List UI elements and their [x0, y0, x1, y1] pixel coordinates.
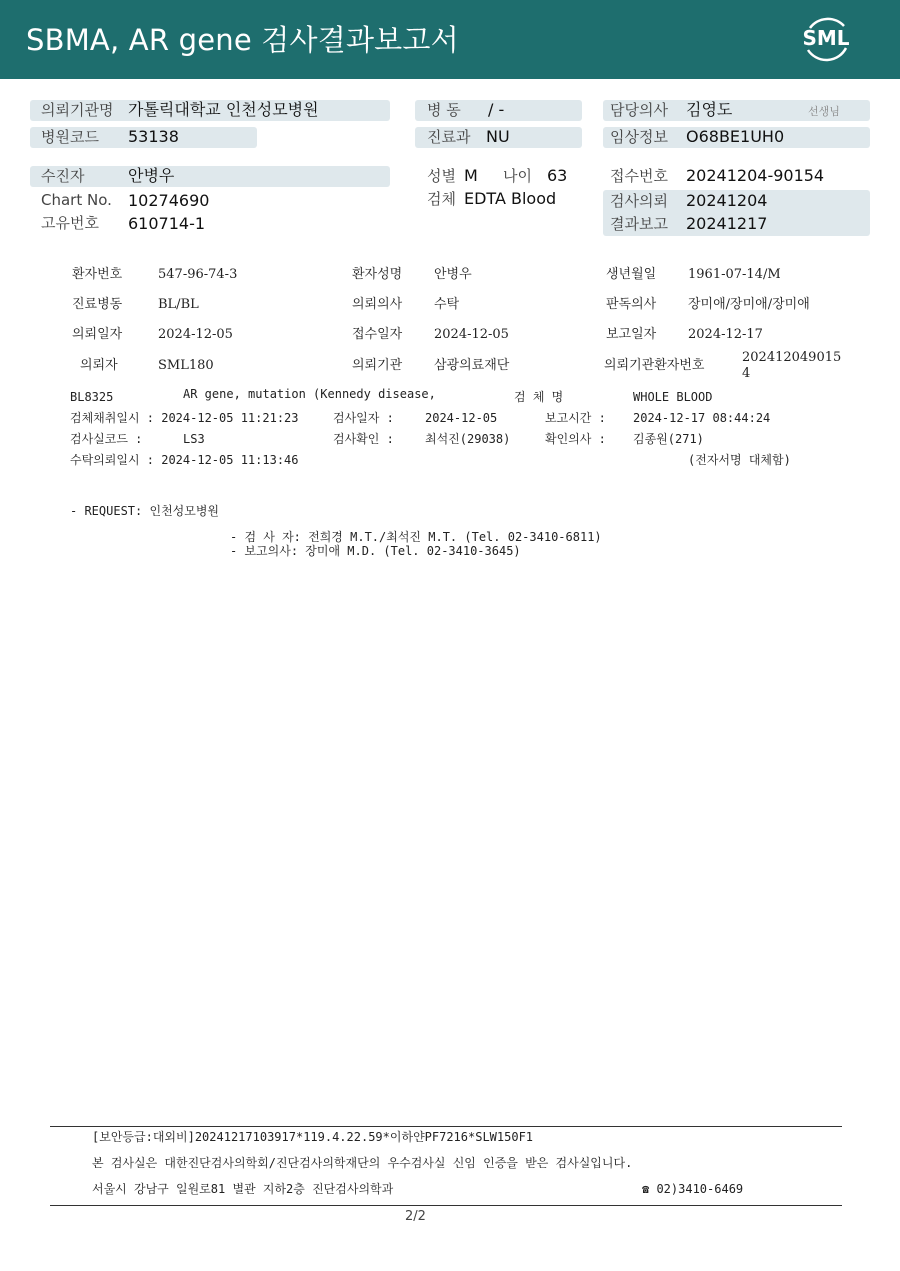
lab-code-label: 검사실코드 :	[70, 432, 143, 446]
verify-value: 최석진(29038)	[425, 432, 511, 446]
scan-value: 2024-12-05	[434, 327, 509, 342]
header-bar	[0, 0, 900, 79]
specimen-label: 검체	[427, 190, 456, 208]
phone-line: ☎ 02)3410-6469	[642, 1182, 744, 1196]
scan-value: 547-96-74-3	[158, 267, 238, 282]
collect-time: 검체채취일시 : 2024-12-05 11:21:23	[70, 411, 299, 425]
patient-value: 안병우	[128, 166, 175, 185]
report-value: 20241217	[686, 214, 768, 233]
sex-value: M	[464, 166, 478, 185]
age-value: 63	[547, 166, 568, 185]
reporter-line: - 보고의사: 장미애 M.D. (Tel. 02-3410-3645)	[230, 544, 521, 558]
verify-label: 검사확인 :	[333, 432, 394, 446]
request-time: 수탁의뢰일시 : 2024-12-05 11:13:46	[70, 453, 299, 467]
report-label: 결과보고	[610, 215, 668, 233]
hospital-value: 가톨릭대학교 인천성모병원	[128, 100, 319, 119]
footer-top-rule	[50, 1126, 842, 1127]
confirm-label: 확인의사 :	[545, 432, 606, 446]
scan-value: 2024-12-05	[158, 327, 233, 342]
doctor-suffix: 선생님	[808, 105, 840, 118]
report-time-label: 보고시간 :	[545, 411, 606, 425]
test-name: AR gene, mutation (Kennedy disease,	[183, 387, 436, 401]
scan-label: 의뢰기관환자번호	[604, 358, 705, 373]
doctor-label: 담당의사	[610, 101, 668, 119]
scan-label: 의뢰자	[80, 358, 118, 373]
hospital-label: 의뢰기관명	[41, 101, 114, 119]
scan-value: 202412049015	[742, 350, 842, 365]
specimen-value: EDTA Blood	[464, 189, 557, 208]
uid-value: 610714-1	[128, 214, 206, 233]
dept-label: 진료과	[427, 128, 471, 146]
scan-label: 환자번호	[72, 267, 123, 282]
scan-value: SML180	[158, 358, 214, 373]
e-signature-note: (전자서명 대체함)	[688, 453, 791, 467]
code-value: 53138	[128, 127, 179, 146]
logo-text: SML	[802, 26, 850, 50]
clinical-value: O68BE1UH0	[686, 127, 785, 146]
patient-label: 수진자	[41, 167, 85, 185]
page-number: 2/2	[405, 1209, 426, 1224]
scan-label: 보고일자	[606, 327, 657, 342]
ward-value: / -	[488, 100, 505, 119]
scan-value: 삼광의료재단	[434, 358, 510, 373]
scan-label: 접수일자	[352, 327, 403, 342]
request-label: 검사의뢰	[610, 192, 668, 210]
receipt-value: 20241204-90154	[686, 166, 825, 185]
specimen-header: 검 체 명	[514, 390, 564, 404]
scan-label: 의뢰기관	[352, 358, 403, 373]
scan-value: 안병우	[434, 267, 472, 282]
chart-label: Chart No.	[41, 191, 112, 209]
dept-value: NU	[486, 127, 510, 146]
certification-line: 본 검사실은 대한진단검사의학회/진단검사의학재단의 우수검사실 신임 인증을 받은 검사실입니다.	[92, 1156, 633, 1170]
scan-value-cont: 4	[742, 366, 751, 381]
specimen-name: WHOLE BLOOD	[633, 390, 713, 404]
tester-line: - 검 사 자: 전희경 M.T./최석진 M.T. (Tel. 02-3410-6811)	[230, 530, 602, 544]
scan-value: 1961-07-14/M	[688, 267, 781, 282]
age-label: 나이	[503, 167, 532, 185]
scan-label: 의뢰일자	[72, 327, 123, 342]
scan-label: 진료병동	[72, 297, 123, 312]
test-code: BL8325	[70, 390, 114, 404]
confirm-value: 김종원(271)	[633, 432, 704, 446]
scan-value: 수탁	[434, 297, 460, 312]
sex-label: 성별	[427, 167, 456, 185]
scan-label: 생년월일	[606, 267, 657, 282]
footer-bottom-rule	[50, 1205, 842, 1206]
doctor-value: 김영도	[686, 100, 733, 119]
chart-value: 10274690	[128, 191, 210, 210]
security-line: [보안등급:대외비]20241217103917*119.4.22.59*이하얀PF7216*SLW150F1	[92, 1130, 534, 1144]
test-date: 2024-12-05	[425, 411, 498, 425]
scan-value: 장미애/장미애/장미애	[688, 297, 810, 312]
receipt-label: 접수번호	[610, 167, 668, 185]
request-line: - REQUEST: 인천성모병원	[70, 504, 220, 518]
request-value: 20241204	[686, 191, 768, 210]
scan-value: BL/BL	[158, 297, 199, 312]
scan-label: 환자성명	[352, 267, 403, 282]
uid-label: 고유번호	[41, 214, 99, 232]
test-date-label: 검사일자 :	[333, 411, 394, 425]
report-title: SBMA, AR gene 검사결과보고서	[26, 23, 459, 57]
lab-code: LS3	[183, 432, 205, 446]
code-label: 병원코드	[41, 128, 99, 146]
ward-label: 병 동	[427, 101, 461, 119]
report-time: 2024-12-17 08:44:24	[633, 411, 771, 425]
sml-logo	[800, 12, 852, 64]
scan-label: 의뢰의사	[352, 297, 403, 312]
scan-label: 판독의사	[606, 297, 657, 312]
address-line: 서울시 강남구 일원로81 별관 지하2층 진단검사의학과	[92, 1182, 394, 1196]
scan-value: 2024-12-17	[688, 327, 763, 342]
clinical-label: 임상정보	[610, 128, 668, 146]
